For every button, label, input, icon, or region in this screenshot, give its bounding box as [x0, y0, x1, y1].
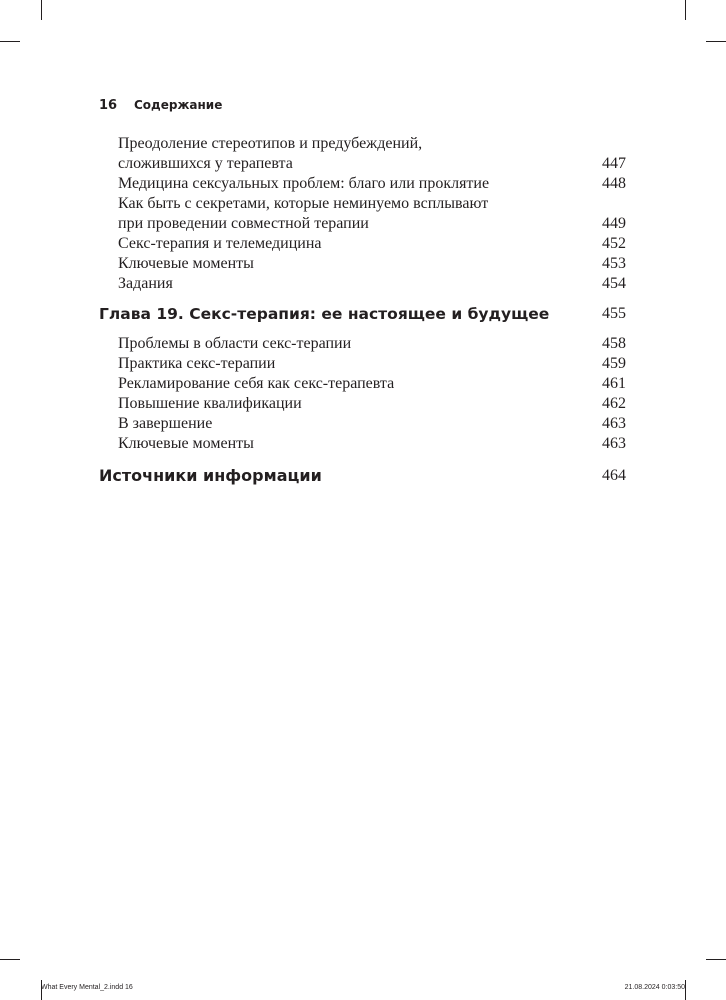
toc-entry-page: 462 — [602, 395, 626, 412]
toc-entry-page: 458 — [602, 335, 626, 352]
toc-entry[interactable] — [99, 334, 626, 354]
toc-entry-line: Медицина сексуальных проблем: благо или проклятие — [118, 175, 490, 192]
toc-entry-page: 452 — [602, 235, 626, 252]
chapter-entries — [99, 334, 626, 454]
crop-mark-right-top — [706, 41, 726, 42]
toc-entry[interactable] — [99, 234, 626, 254]
running-head — [99, 96, 222, 115]
crop-mark-bottom-right — [685, 980, 686, 1000]
toc-entry[interactable] — [99, 394, 626, 414]
toc-entry-page: 459 — [602, 355, 626, 372]
section-entries — [99, 134, 626, 294]
toc-entry-page: 453 — [602, 255, 626, 272]
toc-entry-line: Секс-терапия и телемедицина — [118, 235, 322, 252]
toc-entry-page: 463 — [602, 415, 626, 432]
toc-entry-page: 463 — [602, 435, 626, 452]
page-number: 16 — [99, 98, 118, 113]
slug-file: What Every Mental_2.indd 16 — [41, 984, 133, 991]
toc-entry-line: Как быть с секретами, которые неминуемо всплывают — [118, 195, 489, 212]
toc-entry-line: Проблемы в области секс-терапии — [118, 335, 352, 352]
crop-mark-top-right — [685, 0, 686, 20]
toc-entry[interactable] — [99, 254, 626, 274]
table-of-contents — [99, 134, 626, 496]
chapter-page: 455 — [602, 305, 626, 322]
toc-entry[interactable] — [99, 174, 626, 194]
crop-mark-top-left — [41, 0, 42, 20]
toc-entry-line: Задания — [118, 275, 173, 292]
toc-entry-line: Повышение квалификации — [118, 395, 302, 412]
toc-entry-line: Рекламирование себя как секс-терапевта — [118, 375, 395, 392]
toc-entry-page: 449 — [602, 215, 626, 232]
toc-entry[interactable] — [99, 194, 626, 234]
crop-mark-left-bottom — [0, 959, 20, 960]
toc-entry-page: 447 — [602, 155, 626, 172]
toc-entry[interactable] — [99, 274, 626, 294]
sources-heading[interactable] — [99, 466, 626, 486]
toc-entry[interactable] — [99, 414, 626, 434]
toc-entry-line: Практика секс-терапии — [118, 355, 276, 372]
running-title: Содержание — [134, 98, 223, 112]
toc-entry-page: 448 — [602, 175, 626, 192]
chapter-title: Глава 19. Секс-терапия: ее настоящее и будущее — [99, 305, 550, 323]
toc-entry-line: Ключевые моменты — [118, 255, 254, 272]
crop-mark-left-top — [0, 41, 20, 42]
toc-entry-page: 454 — [602, 275, 626, 292]
slug-timestamp: 21.08.2024 0:03:50 — [624, 984, 685, 991]
toc-entry[interactable] — [99, 374, 626, 394]
toc-entry-line: при проведении совместной терапии — [118, 215, 369, 232]
toc-entry-line: Преодоление стереотипов и предубеждений, — [118, 135, 423, 152]
crop-mark-right-bottom — [706, 959, 726, 960]
sources-title: Источники информации — [99, 466, 322, 485]
toc-entry-line: В завершение — [118, 415, 213, 432]
toc-entry-line: Ключевые моменты — [118, 435, 254, 452]
toc-entry[interactable] — [99, 434, 626, 454]
toc-entry[interactable] — [99, 354, 626, 374]
toc-entry-page: 461 — [602, 375, 626, 392]
sources-page: 464 — [602, 467, 626, 484]
toc-entry[interactable] — [99, 134, 626, 174]
chapter-heading[interactable] — [99, 304, 626, 324]
toc-entry-line: сложившихся у терапевта — [118, 155, 293, 172]
